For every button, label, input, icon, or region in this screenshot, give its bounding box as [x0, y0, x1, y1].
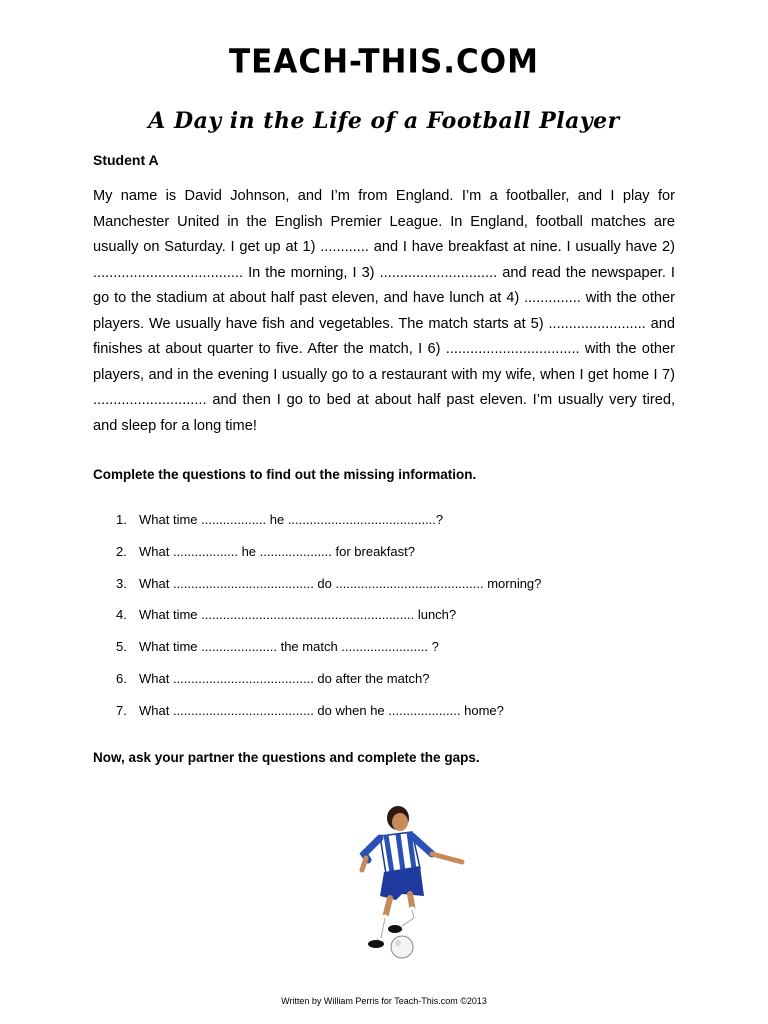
student-label: Student A	[93, 152, 159, 168]
question-number: 6.	[116, 670, 127, 686]
question-text: What time ........................................................... lunch?	[139, 607, 457, 623]
question-number: 1.	[116, 512, 127, 527]
page-title: A Day in the Life of a Football Player	[148, 108, 620, 134]
instruction-ask-partner: Now, ask your partner the questions and complete the gaps.	[93, 750, 480, 765]
question-item	[116, 639, 541, 671]
footer-credit: Written by William Perris for Teach-This.com ©2013	[281, 996, 487, 1006]
question-text: What .................. he .................... for breakfast?	[139, 543, 415, 559]
question-number: 4.	[116, 607, 127, 623]
passage-text: My name is David Johnson, and I’m from England. I’m a footballer, and I play for Manchester United in the English Premier League. In England, football matches are usually on Saturday. I get up at 1) ............ and I have breakfast at nine. I usually have 2) ..................................... In the morning, I 3) ............................. and read the newspaper. I go to the stadium at about half past eleven, and have lunch at 4) .............. with the other players. We usually have fish and vegetables. The match starts at 5) ........................ and finishes at about quarter to five. After the match, I 6) ................................. with the other players, and in the evening I usually go to a restaurant with my wife, when I get home I 7) ............................ and then I go to bed at about half past eleven. I’m usually very tired, and sleep for a long time!	[93, 188, 675, 434]
reading-passage	[93, 184, 675, 439]
question-number: 2.	[116, 543, 127, 559]
question-item	[116, 671, 541, 703]
question-list	[116, 512, 541, 735]
question-text: What ....................................... do ......................................... morning?	[139, 575, 542, 591]
question-text: What time .................. he .........................................?	[139, 512, 444, 527]
question-text: What time ..................... the match ........................ ?	[139, 639, 439, 655]
question-number: 5.	[116, 639, 127, 655]
question-item	[116, 512, 541, 544]
question-number: 7.	[116, 702, 127, 718]
question-item	[116, 576, 541, 608]
question-text: What ....................................... do when he .................... home?	[139, 702, 504, 718]
instruction-complete-questions: Complete the questions to find out the missing information.	[93, 467, 477, 482]
site-title: TEACH-THIS.COM	[229, 43, 539, 81]
question-item	[116, 607, 541, 639]
football-player-illustration	[340, 798, 475, 963]
question-text: What ....................................... do after the match?	[139, 670, 430, 686]
question-item	[116, 544, 541, 576]
question-item	[116, 703, 541, 735]
question-number: 3.	[116, 575, 127, 591]
